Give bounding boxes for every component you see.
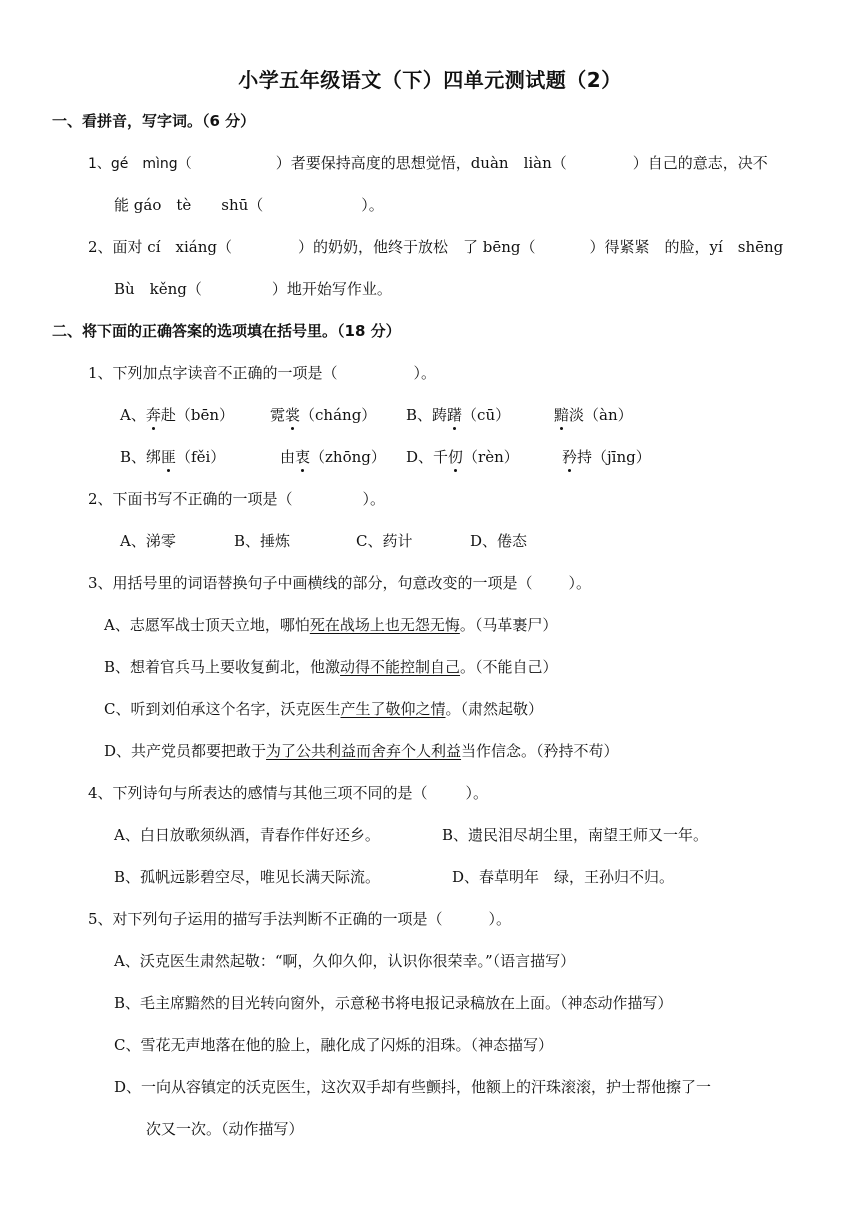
s1-q1-part-e: ）。 bbox=[361, 196, 384, 214]
stem-text: 2、下面书写不正确的一项是（ bbox=[88, 490, 293, 508]
s1-q2-line2 bbox=[114, 278, 392, 300]
s2-q5-option-a: A、沃克医生肃然起敬：“啊，久仰久仰，认识你很荣幸。”（语言描写） bbox=[114, 952, 576, 970]
s1-q1-part-d: 能 gáo tè shū（ bbox=[114, 196, 264, 214]
dotted-char: 奔 bbox=[145, 406, 161, 424]
s1-q2-part-e: ）地开始写作业。 bbox=[271, 280, 392, 298]
s2-q5-option-d-line2: 次又一次。（动作描写） bbox=[146, 1120, 304, 1138]
s1-q2-part-c: ）得紧紧 的脸，yí shēng bbox=[589, 238, 784, 256]
s2-q4-stem bbox=[88, 782, 488, 804]
s2-q2-option-a: A、涕零 bbox=[120, 532, 176, 550]
underlined-phrase: 产生了敬仰之情 bbox=[340, 700, 446, 718]
s2-q3-option-d: D、共产党员都要把敢于为了公共利益而舍弃个人利益当作信念。（矜持不苟） bbox=[104, 742, 619, 760]
stem-text: 1、下列加点字读音不正确的一项是（ bbox=[88, 364, 338, 382]
s1-q1-part-b: ）者要保持高度的思想觉悟，duàn liàn（ bbox=[275, 154, 567, 172]
s2-q1-option-c: B、绑匪（fěi） bbox=[120, 448, 226, 466]
s2-q1-option-c2: 由衷（zhōng） bbox=[280, 448, 386, 466]
stem-text: 3、用括号里的词语替换句子中画横线的部分，句意改变的一项是（ bbox=[88, 574, 533, 592]
s2-q2-stem bbox=[88, 488, 385, 510]
s2-q3-stem bbox=[88, 572, 591, 594]
dotted-char: 匪 bbox=[161, 448, 177, 466]
s1-q2-part-d: Bù kěng（ bbox=[114, 280, 202, 298]
s1-q1-part-c: ）自己的意志，决不 bbox=[632, 154, 768, 172]
stem-text: ）。 bbox=[362, 490, 386, 508]
underlined-phrase: 为了公共利益而舍弃个人利益 bbox=[266, 742, 462, 760]
s2-q4-option-a: A、白日放歌须纵酒，青春作伴好还乡。 bbox=[114, 826, 380, 844]
stem-text: ）。 bbox=[568, 574, 592, 592]
s2-q2-option-b: B、捶炼 bbox=[234, 532, 291, 550]
section-1-heading: 一、看拼音，写字词。（6 分） bbox=[52, 112, 256, 130]
s2-q1-option-d: D、千仞（rèn） bbox=[406, 448, 519, 466]
s2-q3-option-c: C、听到刘伯承这个名字，沃克医生产生了敬仰之情。（肃然起敬） bbox=[104, 700, 544, 718]
section-2-heading: 二、将下面的正确答案的选项填在括号里。（18 分） bbox=[52, 322, 401, 340]
dotted-char: 裳 bbox=[285, 406, 301, 424]
s1-q2-line1 bbox=[88, 236, 783, 258]
s2-q1-option-b2: 黯淡（àn） bbox=[554, 406, 633, 424]
stem-text: ）。 bbox=[488, 910, 512, 928]
stem-text: ）。 bbox=[413, 364, 437, 382]
dotted-char: 仞 bbox=[448, 448, 464, 466]
underlined-phrase: 动得不能控制自己 bbox=[340, 658, 461, 676]
s1-q1-line2 bbox=[114, 194, 384, 216]
s1-q2-part-b: ）的奶奶，他终于放松 了 bēng（ bbox=[297, 238, 536, 256]
s1-q1-line1 bbox=[88, 152, 768, 175]
dotted-char: 矜 bbox=[562, 448, 578, 466]
s2-q1-option-a2: 霓裳（cháng） bbox=[270, 406, 377, 424]
dotted-char: 衷 bbox=[295, 448, 311, 466]
dotted-char: 黯 bbox=[554, 406, 570, 424]
s1-q1-part-a: 1、gé mìng（ bbox=[88, 156, 192, 172]
s2-q2-option-d: D、倦态 bbox=[470, 532, 528, 550]
s2-q1-option-a: A、奔赴（bēn） bbox=[120, 406, 234, 424]
s1-q2-part-a: 2、面对 cí xiáng（ bbox=[88, 238, 232, 256]
stem-text: ）。 bbox=[465, 784, 489, 802]
stem-text: 5、对下列句子运用的描写手法判断不正确的一项是（ bbox=[88, 910, 443, 928]
s2-q5-option-b: B、毛主席黯然的目光转向窗外，示意秘书将电报记录稿放在上面。（神态动作描写） bbox=[114, 994, 673, 1012]
s2-q1-stem bbox=[88, 362, 436, 384]
s2-q2-option-c: C、药计 bbox=[356, 532, 413, 550]
s2-q5-option-c: C、雪花无声地落在他的脸上，融化成了闪烁的泪珠。（神态描写） bbox=[114, 1036, 553, 1054]
underlined-phrase: 死在战场上也无怨无悔 bbox=[309, 616, 460, 634]
stem-text: 4、下列诗句与所表达的感情与其他三项不同的是（ bbox=[88, 784, 428, 802]
s2-q1-option-d2: 矜持（jīng） bbox=[562, 448, 651, 466]
s2-q4-option-c: B、孤帆远影碧空尽，唯见长满天际流。 bbox=[114, 868, 381, 886]
s2-q3-option-b: B、想着官兵马上要收复蓟北，他激动得不能控制自己。（不能自己） bbox=[104, 658, 558, 676]
s2-q5-option-d-line1: D、一向从容镇定的沃克医生，这次双手却有些颤抖，他额上的汗珠滚滚，护士帮他擦了一 bbox=[114, 1078, 712, 1096]
s2-q4-option-b: B、遗民泪尽胡尘里，南望王师又一年。 bbox=[442, 826, 709, 844]
s2-q3-option-a: A、志愿军战士顶天立地，哪怕死在战场上也无怨无悔。（马革裹尸） bbox=[104, 616, 558, 634]
page-title: 小学五年级语文（下）四单元测试题（2） bbox=[238, 68, 622, 92]
dotted-char: 躇 bbox=[447, 406, 463, 424]
s2-q1-option-b: B、踌躇（cū） bbox=[406, 406, 511, 424]
s2-q5-stem bbox=[88, 908, 511, 930]
s2-q4-option-d: D、春草明年 绿，王孙归不归。 bbox=[452, 868, 675, 886]
